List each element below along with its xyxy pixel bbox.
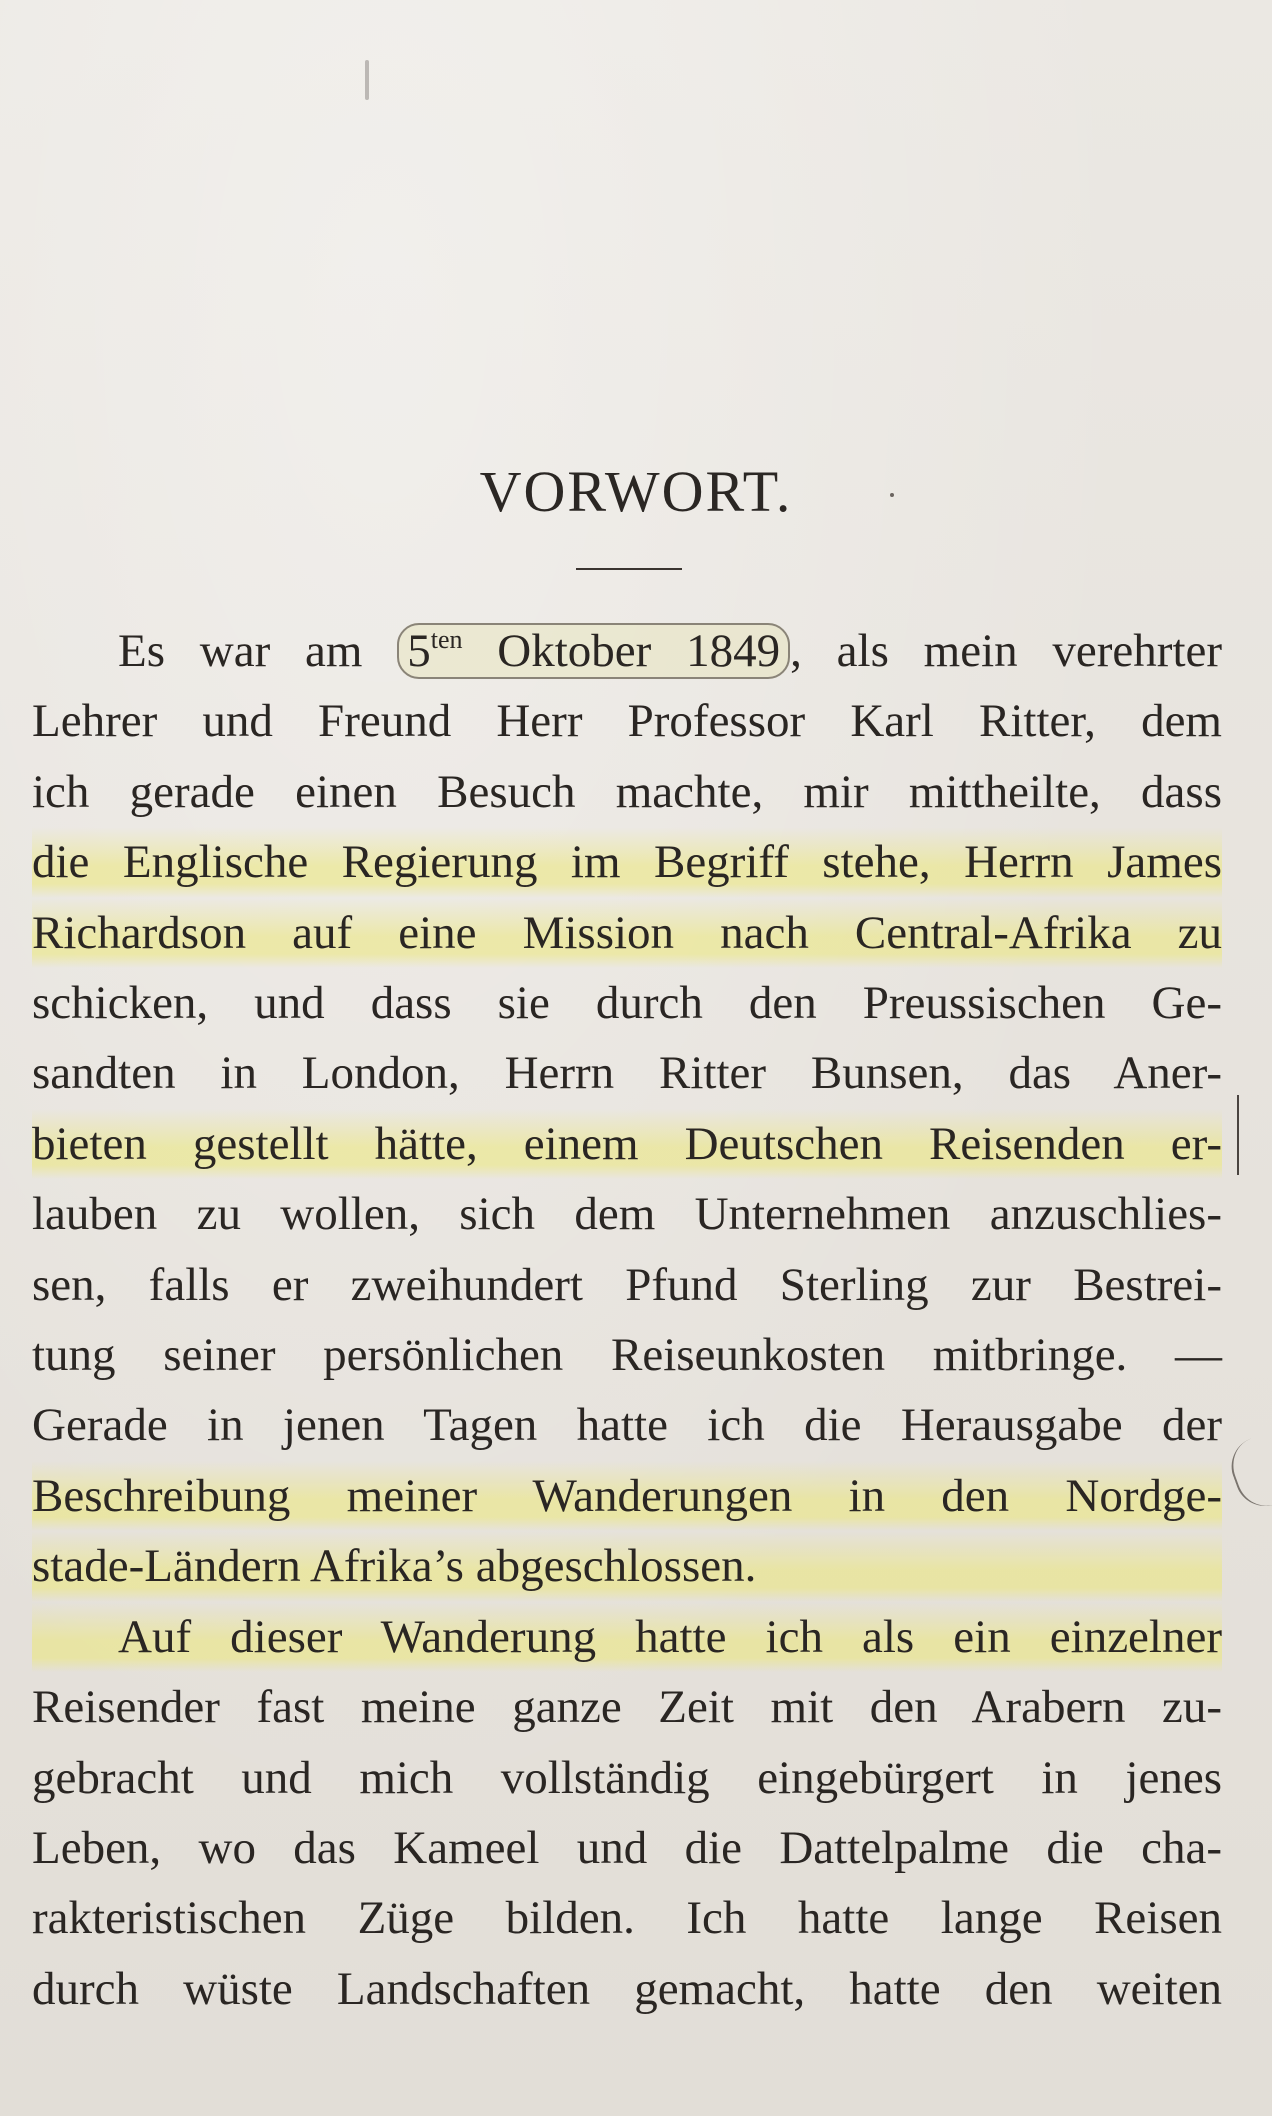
margin-mark xyxy=(1237,1095,1239,1175)
page-heading: VORWORT. xyxy=(479,459,793,524)
text-line: ich gerade einen Besuch machte, mir mittheilte, dass xyxy=(32,765,1222,818)
pencil-mark xyxy=(365,60,369,100)
text-line: schicken, und dass sie durch den Preussischen Ge- xyxy=(32,977,1222,1030)
text-line: sandten in London, Herrn Ritter Bunsen, das Aner- xyxy=(32,1047,1222,1100)
text-line-highlighted: Auf dieser Wanderung hatte ich als ein einzelner xyxy=(32,1602,1222,1672)
text-line-highlighted: bieten gestellt hätte, einem Deutschen Reisenden er- xyxy=(32,1109,1222,1179)
text-line: gebracht und mich vollständig eingebürgert in jenes xyxy=(32,1751,1222,1804)
text-line: Lehrer und Freund Herr Professor Karl Ritter, dem xyxy=(32,695,1222,748)
text-line: Reisender fast meine ganze Zeit mit den Arabern zu- xyxy=(32,1681,1222,1734)
body-text xyxy=(32,616,1222,2024)
margin-bracket xyxy=(1223,1436,1272,1515)
text-line: tung seiner persönlichen Reiseunkosten mitbringe. — xyxy=(32,1329,1222,1382)
text-line: lauben zu wollen, sich dem Unternehmen anzuschlies- xyxy=(32,1188,1222,1241)
text-line-highlighted: stade-Ländern Afrika’s abgeschlossen. xyxy=(32,1531,1222,1601)
circled-date: $5^{ten}$ Oktober 1849 xyxy=(397,623,790,679)
text-line: durch wüste Landschaften gemacht, hatte den weiten xyxy=(32,1962,1222,2015)
text-line: sen, falls er zweihundert Pfund Sterling zur Bestrei- xyxy=(32,1258,1222,1311)
text-line-highlighted: Beschreibung meiner Wanderungen in den Nordge- xyxy=(32,1461,1222,1531)
text-line: Es war am $5^{ten}$ Oktober 1849 , als mein verehrter xyxy=(118,625,1223,677)
text-line: Leben, wo das Kameel und die Dattelpalme die cha- xyxy=(32,1821,1222,1874)
text-line-highlighted: die Englische Regierung im Begriff stehe, Herrn James xyxy=(32,827,1222,897)
text-line: rakteristischen Züge bilden. Ich hatte lange Reisen xyxy=(32,1892,1222,1945)
text-line: Gerade in jenen Tagen hatte ich die Herausgabe der xyxy=(32,1399,1222,1452)
heading-rule xyxy=(576,568,682,570)
text-line-highlighted: Richardson auf eine Mission nach Central-Afrika zu xyxy=(32,898,1222,968)
